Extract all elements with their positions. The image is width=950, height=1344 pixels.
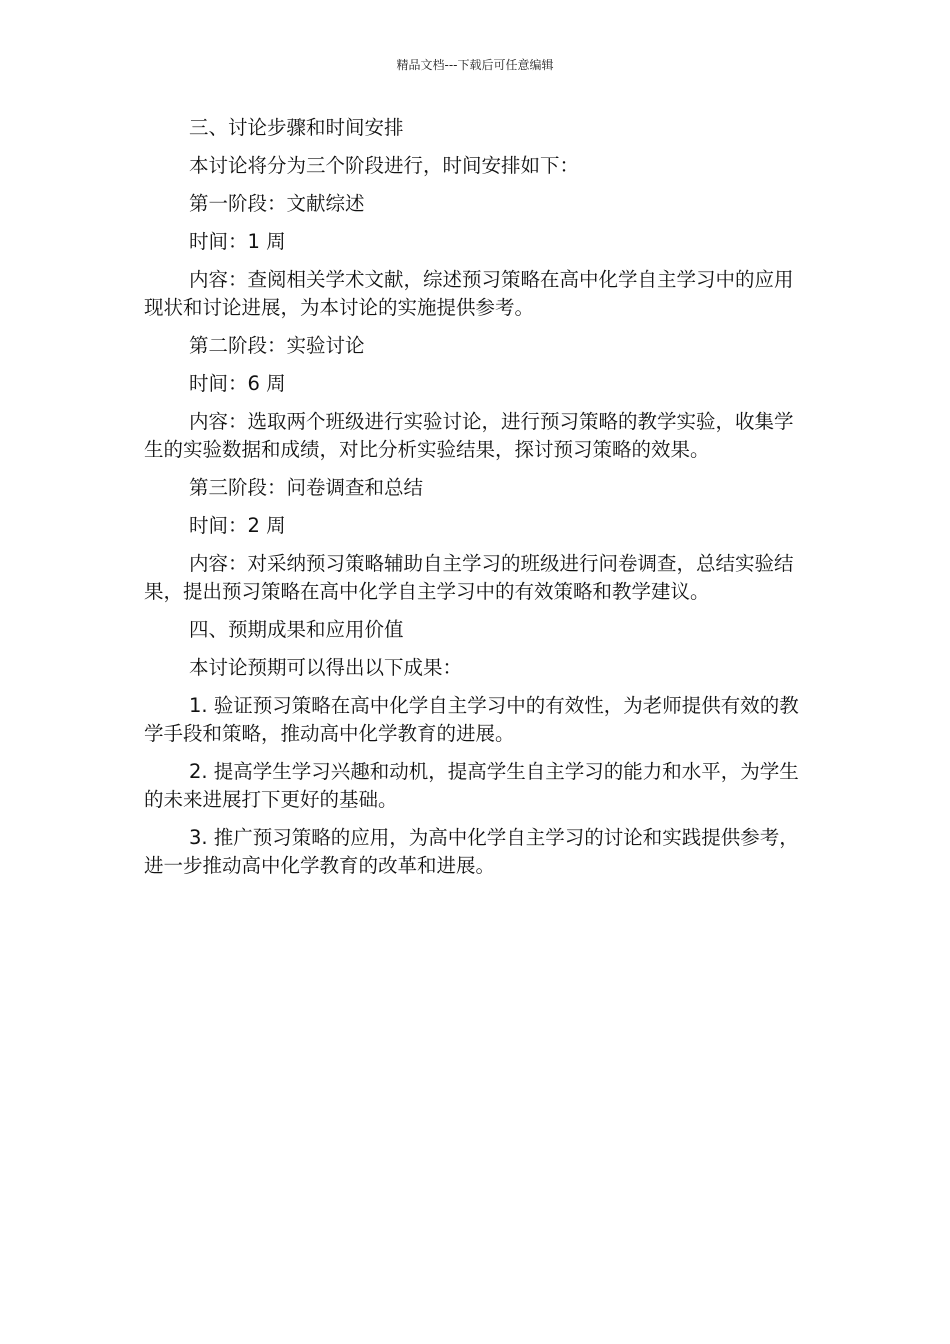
stage-2-title: 第二阶段：实验讨论	[189, 334, 365, 357]
section-heading-outcomes: 四、预期成果和应用价值	[189, 618, 404, 641]
stage-1-title: 第一阶段：文献综述	[189, 192, 365, 215]
stage-2-time: 时间：6 周	[189, 372, 286, 395]
page-header: 精品文档---下载后可任意编辑	[396, 58, 554, 72]
document-body	[144, 114, 804, 890]
schedule-intro: 本讨论将分为三个阶段进行，时间安排如下：	[189, 154, 580, 177]
outcome-item-2: 2. 提高学生学习兴趣和动机，提高学生自主学习的能力和水平，为学生的未来进展打下更好的基础。	[144, 760, 799, 811]
outcome-item-1: 1. 验证预习策略在高中化学自主学习中的有效性，为老师提供有效的教学手段和策略，推动高中化学教育的进展。	[144, 694, 799, 745]
stage-3-content: 内容：对采纳预习策略辅助自主学习的班级进行问卷调查，总结实验结果，提出预习策略在高中化学自主学习中的有效策略和教学建议。	[144, 552, 794, 603]
outcomes-intro: 本讨论预期可以得出以下成果：	[189, 656, 463, 679]
stage-2-content: 内容：选取两个班级进行实验讨论，进行预习策略的教学实验，收集学生的实验数据和成绩，对比分析实验结果，探讨预习策略的效果。	[144, 410, 794, 461]
section-heading-steps: 三、讨论步骤和时间安排	[189, 116, 404, 139]
outcome-item-3: 3. 推广预习策略的应用，为高中化学自主学习的讨论和实践提供参考，进一步推动高中化学教育的改革和进展。	[144, 826, 799, 877]
stage-3-time: 时间：2 周	[189, 514, 286, 537]
stage-1-content: 内容：查阅相关学术文献，综述预习策略在高中化学自主学习中的应用现状和讨论进展，为本讨论的实施提供参考。	[144, 268, 794, 319]
stage-3-title: 第三阶段：问卷调查和总结	[189, 476, 424, 499]
stage-1-time: 时间：1 周	[189, 230, 286, 253]
